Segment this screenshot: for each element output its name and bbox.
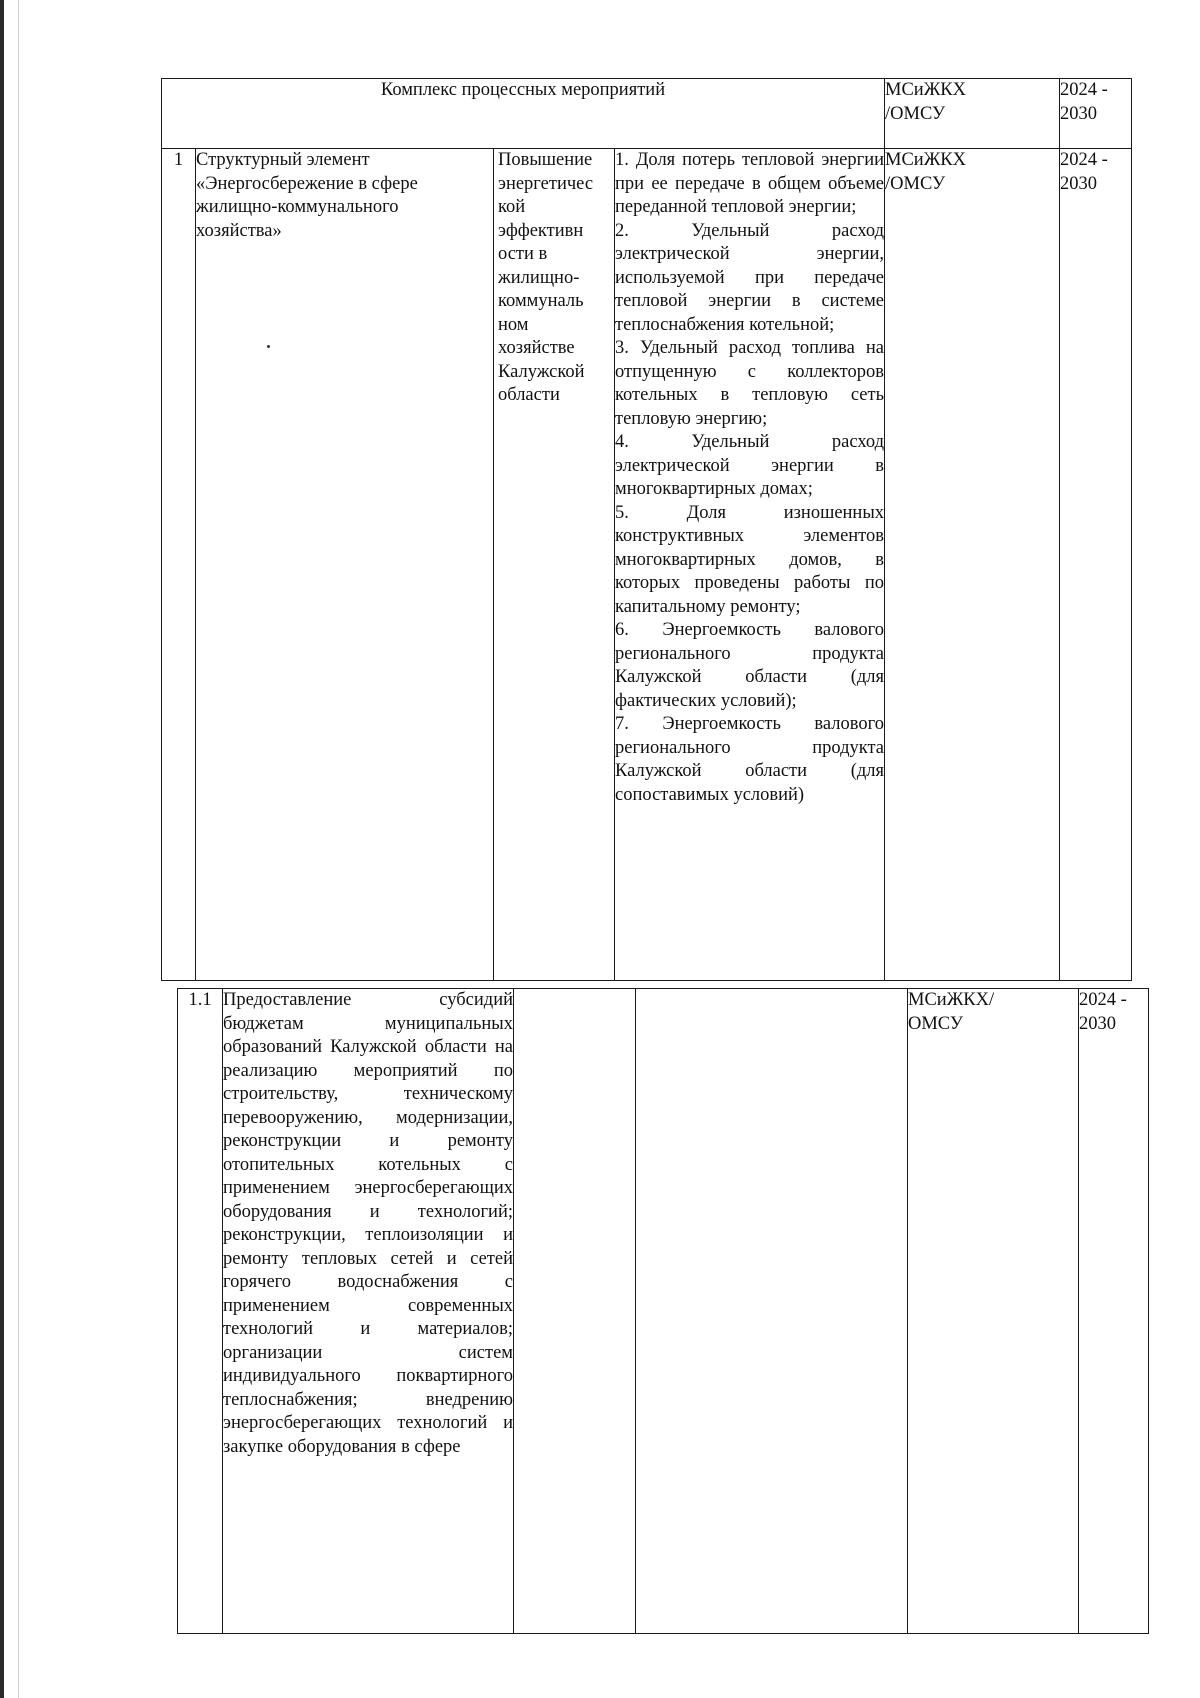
row1-indicators (615, 149, 885, 981)
indicator-item: 5. Доля изношенных конструктивных элементов многоквартирных домов, в которых проведены работы по капитальному ремонту; (615, 502, 885, 617)
row11-name: Предоставление субсидий бюджетам муниципальных образований Калужской области на реализацию мероприятий по строительству, техническому перевооружению, модернизации, реконструкции и ремонту отопительных котельных с применением энергосберегающих оборудования и технологий; реконструкции, теплоизоляции и ремонту тепловых сетей и сетей горячего водоснабжения с применением современных технологий и материалов; организации систем индивидуального поквартирного теплоснабжения; внедрению энергосберегающих технологий и закупке оборудования в сфере (223, 989, 514, 1634)
row1-goal: Повышение энергетичес кой эффективн ости в жилищно- коммуналь ном хозяйстве Калужской области (494, 149, 615, 981)
row11-number: 1.1 (178, 989, 223, 1634)
complex-period: 2024 - 2030 (1060, 79, 1132, 149)
scan-left-edge (0, 0, 4, 1698)
table-row-complex (162, 79, 1132, 149)
scan-margin-line (18, 0, 19, 1698)
complex-title: Комплекс процессных мероприятий (162, 79, 885, 149)
row11-goal (514, 989, 636, 1634)
row1-name: Структурный элемент «Энергосбережение в сфере жилищно-коммунального хозяйства» (196, 149, 494, 981)
indicator-item: 1. Доля потерь тепловой энергии при ее передаче в общем объеме переданной тепловой энергии; (615, 150, 885, 217)
row11-indicators (636, 989, 908, 1634)
indicator-item: 2. Удельный расход электрической энергии, используемой при передаче тепловой энергии в системе теплоснабжения котельной; (615, 220, 885, 335)
row1-period: 2024 - 2030 (1060, 149, 1132, 981)
indicator-item: 7. Энергоемкость валового регионального продукта Калужской области (для сопоставимых условий) (615, 714, 885, 805)
complex-responsible: МСиЖКХ /ОМСУ (885, 79, 1060, 149)
indicator-item: 6. Энергоемкость валового регионального продукта Калужской области (для фактических условий); (615, 620, 885, 711)
program-table-bottom (177, 988, 1149, 1634)
scan-speck (267, 345, 270, 348)
indicator-item: 3. Удельный расход топлива на отпущенную с коллекторов котельных в тепловую сеть тепловую энергию; (615, 338, 885, 429)
indicator-item: 4. Удельный расход электрической энергии в многоквартирных домах; (615, 432, 885, 499)
table-row-1-1 (178, 989, 1149, 1634)
row1-number: 1 (162, 149, 196, 981)
row1-responsible: МСиЖКХ /ОМСУ (885, 149, 1060, 981)
program-table-top (161, 78, 1132, 981)
row11-period: 2024 - 2030 (1079, 989, 1149, 1634)
table-row-1 (162, 149, 1132, 981)
row11-responsible: МСиЖКХ/ ОМСУ (908, 989, 1079, 1634)
